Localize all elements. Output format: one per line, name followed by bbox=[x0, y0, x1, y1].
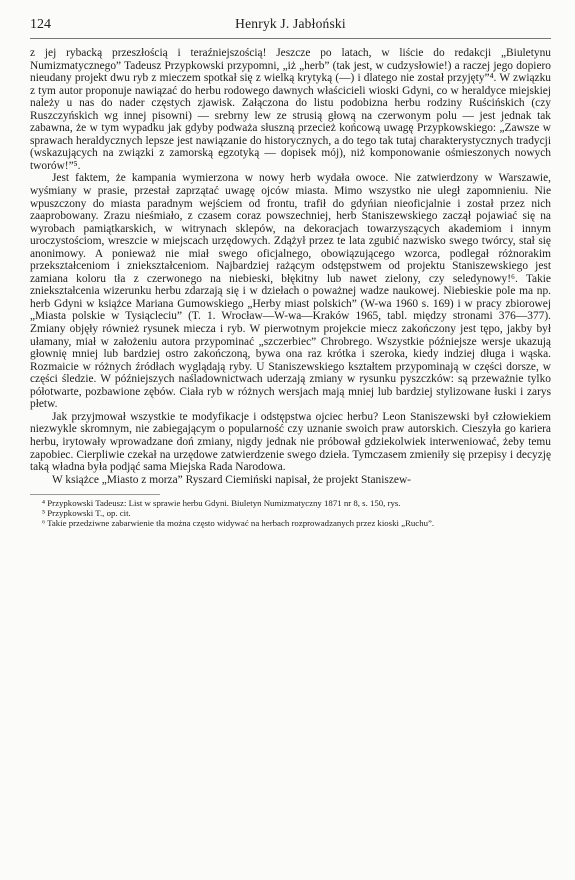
running-head: Henryk J. Jabłoński bbox=[235, 16, 346, 31]
page-header bbox=[30, 16, 551, 39]
footnote: ⁴ Przypkowski Tadeusz: List w sprawie herbu Gdyni. Biuletyn Numizmatyczny 1871 nr 8, s. 150, rys. bbox=[42, 498, 401, 509]
body-text bbox=[30, 47, 551, 486]
footnote: ⁵ Przypkowski T., op. cit. bbox=[42, 508, 131, 519]
paragraph: z jej rybacką przeszłością i teraźniejszością! Jeszcze po latach, w liście do redakcji „Biuletynu Numizmatycznego” Tadeusz Przypkowski przypomni, „iż „herb” (tak jest, w cudzysłowie!) a raczej jego dopiero nieudany projekt dwu ryb z mieczem spotkał się z wielką krytyką (—) i dlatego nie został przyjęty”⁴. W związku z tym autor proponuje nawiązać do herbu rodowego dawnych właścicieli wioski Gdyni, co w heraldyce miejskiej należy u nas do nader częstych zjawisk. Załączona do listu podobizna herbu rodziny Ruścińskich (czy Ruszczyńskich wg innej pisowni) — srebrny lew ze strusią głową na czerwonym polu — jest jednak tak zabawna, że w tym wypadku jak gdyby podważa słuszną przecież końcową uwagę Przypkowskiego: „Zawsze w sprawach heraldycznych lepsze jest nawiązanie do historycznych, a do tego tak tutaj charakterystycznych tradycji (wskazujących na związki z zamorską egzotyką — dopisek mój), niż komponowanie ośmieszonych nowych tworów!”⁵. bbox=[30, 47, 551, 172]
paragraph: W książce „Miasto z morza” Ryszard Ciemiński napisał, że projekt Staniszew- bbox=[52, 473, 411, 486]
paragraph: Jak przyjmował wszystkie te modyfikacje i odstępstwa ojciec herbu? Leon Staniszewski był człowiekiem niezwykle skromnym, nie zabiegającym o popularność czy uznanie swoich praw autorskich. Cieszyła go kariera herbu, irytowały wprowadzane doń zmiany, nigdy jednak nie próbował gdziekolwiek interweniować, żeby temu zapobiec. Cierpliwie czekał na urzędowe zatwierdzenie swego dzieła. Tymczasem zmieniły się przepisy i decyzję taką władna była podjąć sama Miejska Rada Narodowa. bbox=[30, 410, 551, 474]
paragraph: Jest faktem, że kampania wymierzona w nowy herb wydała owoce. Nie zatwierdzony w Warszawie, wyśmiany w prasie, przestał zaprzątać uwagę ojców miasta. Mimo wszystko nie uległ zapomnieniu. Nie wpuszczony do miasta paradnym wejściem od frontu, trafił do gdyńian nieoficjalnie i został przez nich zaaprobowany. Zrazu nieśmiało, z czasem coraz powszechniej, herb Staniszewskiego zaczął pojawiać się na wyrobach pamiątkarskich, w witrynach sklepów, na dekoracjach towarzyszących akademiom i innym uroczystościom, wreszcie w miejscach urzędowych. Zdążył przez te lata zgubić nazwisko swego twórcy, stał się anonimowy. A ponieważ nie miał swego oficjalnego, obowiązującego wzorca, podlegał różnorakim przekształceniom i zniekształceniom. Najbardziej rażącym odstępstwem od projektu Staniszewskiego jest zamiana koloru tła z czerwonego na niebieski, błękitny lub nawet zielony, czy seledynowy!⁶. Takie zniekształcenia wizerunku herbu zdarzają się i w dziełach o poważnej wadze naukowej. Niebieskie pole ma np. herb Gdyni w książce Mariana Gumowskiego „Herby miast polskich” (W-wa 1960 s. 169) i w pracy zbiorowej „Miasta polskie w Tysiącleciu” (T. 1. Wrocław—W-wa—Kraków 1965, tabl. między stronami 376—377). Zmiany objęły również rysunek miecza i ryb. W pierwotnym projekcie miecz zakończony jest tępo, jakby był ułamany, miał w założeniu autora przypominać „szczerbiec” Chrobrego. Wszystkie późniejsze wersje ukazują głownię mniej lub bardziej ostro zakończoną, bywa ona raz krótka i szeroka, kiedy indziej długa i wąska. Rozmaicie w różnych źródłach wyglądają ryby. U Staniszewskiego kształtem przypominają w części dorsze, w części śledzie. W późniejszych naśladownictwach uderzają zmiany w rysunku pyszczków: są przeważnie tylko półotwarte, pozbawione zębów. Ciała ryb w różnych wersjach mają mniej lub bardziej stylizowane łuski i zarys płetw. bbox=[30, 172, 551, 411]
footnote: ⁶ Takie przedziwne zabarwienie tła można często widywać na herbach rozprowadzanych przez kioski „Ruchu”. bbox=[42, 518, 435, 529]
page-number: 124 bbox=[30, 17, 51, 32]
footnotes bbox=[30, 498, 551, 528]
